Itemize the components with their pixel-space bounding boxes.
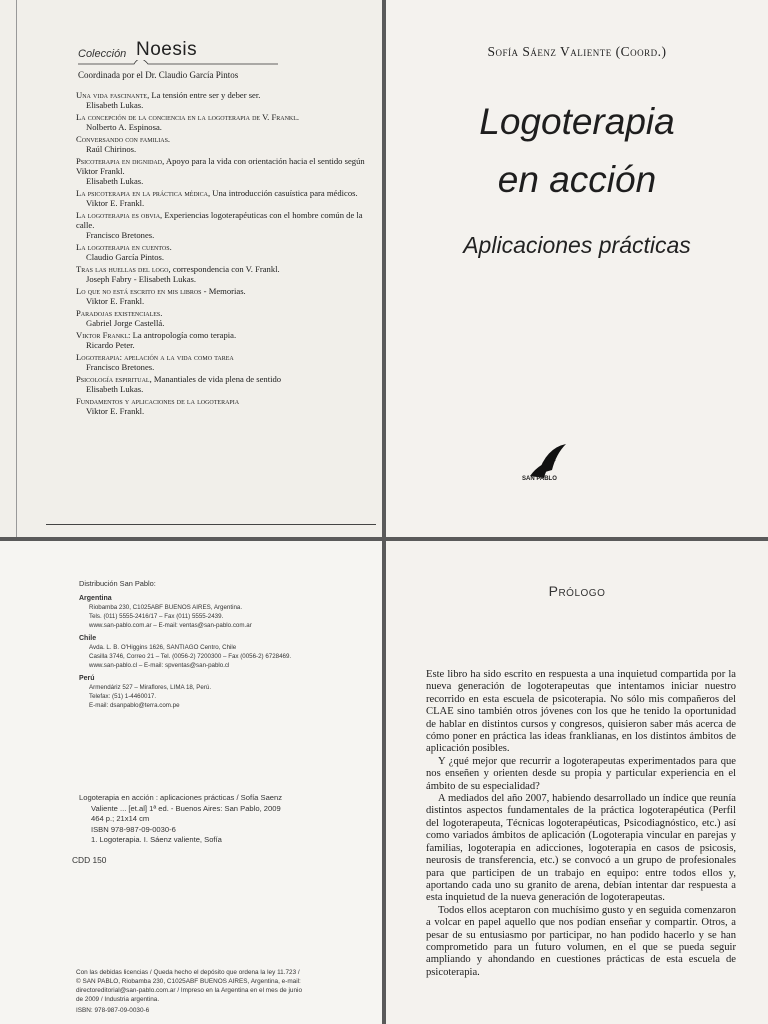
legal-line: de 2009 / Industria argentina. xyxy=(76,996,160,1003)
catalog-entry-author: Elisabeth Lukas. xyxy=(86,100,144,110)
catalog-entry-author: Ricardo Peter. xyxy=(86,340,135,350)
coordinated-by: Coordinada por el Dr. Claudio García Pintos xyxy=(78,70,239,80)
distribution-line: Riobamba 230, C1025ABF BUENOS AIRES, Argentina. xyxy=(89,604,243,611)
distribution-block xyxy=(79,579,369,710)
catalog-entry-title: La logoterapia en cuentos. xyxy=(76,242,172,252)
catalog-record-line: Valiente ... [et.al] 1ª ed. - Buenos Aires: San Pablo, 2009 xyxy=(91,803,281,813)
catalog-entry-author: Gabriel Jorge Castellá. xyxy=(86,318,165,328)
catalog-record xyxy=(79,793,379,846)
catalog-entry xyxy=(76,308,366,328)
catalog-entry-author: Francisco Bretones. xyxy=(86,362,155,372)
distribution-heading: Distribución San Pablo: xyxy=(79,579,156,588)
distribution-line: Telefax: (51) 1-4460017. xyxy=(89,693,157,700)
page-collection-list xyxy=(0,0,382,537)
catalog-entry-subtitle: - Memorias. xyxy=(201,286,246,296)
distribution-line: Armendáriz 527 – Miraflores, LIMA 18, Perú. xyxy=(89,684,212,691)
catalog-entry-subtitle: : La antropología como terapia. xyxy=(128,330,237,340)
cover-subtitle: Aplicaciones prácticas xyxy=(463,232,691,258)
page-prologue xyxy=(386,541,768,1024)
distribution-line: www.san-pablo.com.ar – E-mail: ventas@san-pablo.com.ar xyxy=(89,622,252,629)
catalog-record-line: ISBN 978-987-09-0030-6 xyxy=(91,824,176,834)
catalog-entry-author: Viktor E. Frankl. xyxy=(86,406,145,416)
bottom-rule xyxy=(46,524,376,525)
catalog-entry xyxy=(76,210,366,240)
prologue-heading: Prólogo xyxy=(548,583,606,599)
logo-swoosh-icon xyxy=(78,60,278,70)
catalog-list xyxy=(76,90,366,418)
catalog-entry xyxy=(76,112,366,132)
catalog-entry xyxy=(76,188,366,208)
catalog-entry xyxy=(76,396,366,416)
catalog-entry-title: Una vida fascinante xyxy=(76,90,148,100)
cover-author: Sofía Sáenz Valiente (Coord.) xyxy=(487,44,667,59)
catalog-entry-title: Fundamentos y aplicaciones de la logoterapia xyxy=(76,396,240,406)
cover-title-line1: Logoterapia xyxy=(479,101,675,142)
page-fold-line xyxy=(16,0,17,537)
publisher-logo xyxy=(516,440,576,490)
prologue-paragraph: Y ¿qué mejor que recurrir a logoterapeutas experimentados para que nos enseñen y orienten desde su propia y particular experiencia en el ámbito de su especialidad? xyxy=(426,755,736,792)
catalog-entry-title: Viktor Frankl xyxy=(76,330,129,340)
page-title xyxy=(386,0,768,537)
catalog-entry xyxy=(76,156,366,186)
catalog-entry-subtitle: , Manantiales de vida plena de sentido xyxy=(149,374,282,384)
catalog-entry-title: Tras las huellas del logo xyxy=(76,264,169,274)
legal-line: directoreditorial@san-pablo.com.ar / Impreso en la Argentina en el mes de junio xyxy=(76,987,303,994)
distribution-country: Perú xyxy=(79,675,95,682)
catalog-entry-author: Claudio García Pintos. xyxy=(86,252,165,262)
catalog-entry-title: Psicoterapia en dignidad xyxy=(76,156,163,166)
distribution-line: Avda. L. B. O'Higgins 1626, SANTIAGO Centro, Chile xyxy=(89,644,237,651)
prologue-paragraph: A mediados del año 2007, habiendo desarrollado un índice que reunía distintos aspectos fundamentales de la práctica logoterapéutica (Perfil del logoterapeuta, Técnicas logoterapéuticas, Psicodiagnóstico, etc.) así como variados ámbitos de aplicación (Logoterapia vincular en parejas y familias, logoterapia en adicciones, logoterapia en casos de psicosis, neurosis de transferencia, etc.) se convocó a un grupo de profesionales para que participen de un trabajo en equipo: entre todos ellos y, aportando cada uno su granito de arena, debían intentar dar respuesta a esta inquietud de la nueva generación de logoterapeutas. xyxy=(426,793,736,904)
prologue-body xyxy=(426,669,736,979)
catalog-entry-author: Raúl Chirinos. xyxy=(86,144,137,154)
legal-notice xyxy=(76,968,376,1004)
catalog-entry-subtitle: , Apoyo para la vida con orientación hacia el sentido según Viktor Frankl. xyxy=(76,156,365,176)
catalog-entry xyxy=(76,374,366,394)
catalog-entry-title: La concepción de la conciencia en la logoterapia de V. Frankl. xyxy=(76,112,300,122)
catalog-entry-author: Elisabeth Lukas. xyxy=(86,384,144,394)
catalog-entry xyxy=(76,286,366,306)
catalog-entry xyxy=(76,330,366,350)
catalog-entry-author: Viktor E. Frankl. xyxy=(86,198,145,208)
catalog-entry-author: Nolberto A. Espinosa. xyxy=(86,122,162,132)
catalog-entry-title: La logoterapia es obvia xyxy=(76,210,161,220)
catalog-entry-title: La psicoterapia en la práctica médica xyxy=(76,188,208,198)
prologue-paragraph: Todos ellos aceptaron con muchísimo gusto y en seguida comenzaron a volcar en papel aquello que nos podían enseñar y compartir. Otros, a pesar de su entusiasmo por participar, no han podido hacerlo y se han comprometido para un futuro volumen, en el que se pueda seguir ampliando y ahondando en cuestiones prácticas de esta escuela de psicoterapia. xyxy=(426,904,736,978)
legal-line: Con las debidas licencias / Queda hecho el depósito que ordena la ley 11.723 / xyxy=(76,969,300,976)
catalog-entry xyxy=(76,134,366,154)
distribution-country: Argentina xyxy=(79,595,112,602)
catalog-entry-title: Logoterapia: apelación a la vida como tarea xyxy=(76,352,234,362)
distribution-line: www.san-pablo.cl – E-mail: spventas@san-pablo.cl xyxy=(89,662,230,669)
catalog-entry-title: Paradojas existenciales. xyxy=(76,308,163,318)
distribution-country: Chile xyxy=(79,635,97,642)
catalog-entry-title: Lo que no está escrito en mis libros xyxy=(76,286,202,296)
catalog-entry-subtitle: , Una introducción casuística para médicos. xyxy=(208,188,358,198)
san-pablo-logo-icon xyxy=(516,440,576,480)
distribution-line: Casilla 3746, Correo 21 – Tel. (0056-2) 7200300 – Fax (0056-2) 6728469. xyxy=(89,653,292,660)
collection-prefix: Colección xyxy=(78,48,127,60)
collection-logo xyxy=(78,38,278,68)
catalog-entry-subtitle: , Experiencias logoterapéuticas con el hombre común de la calle. xyxy=(76,210,363,230)
cdd-number: CDD 150 xyxy=(72,855,107,865)
catalog-entry-author: Viktor E. Frankl. xyxy=(86,296,145,306)
catalog-entry-author: Francisco Bretones. xyxy=(86,230,155,240)
catalog-entry xyxy=(76,242,366,262)
catalog-entry-title: Psicología espiritual xyxy=(76,374,150,384)
catalog-entry-author: Joseph Fabry - Elisabeth Lukas. xyxy=(86,274,197,284)
distribution-line: Tels. (011) 5555-2416/17 – Fax (011) 5555-2439. xyxy=(89,613,224,620)
catalog-entry-title: Conversando con familias. xyxy=(76,134,171,144)
catalog-entry xyxy=(76,352,366,372)
isbn-line: ISBN: 978-987-09-0030-6 xyxy=(76,1007,150,1014)
distribution-line: E-mail: dsanpablo@terra.com.pe xyxy=(89,702,180,709)
catalog-entry xyxy=(76,90,366,110)
catalog-record-line: 464 p.; 21x14 cm xyxy=(91,814,150,823)
publisher-name: SAN PABLO xyxy=(522,476,557,482)
cover-title-line2: en acción xyxy=(497,159,657,200)
catalog-entry-subtitle: , La tensión entre ser y deber ser. xyxy=(147,90,261,100)
catalog-record-line: 1. Logoterapia. I. Sáenz valiente, Sofía xyxy=(91,835,222,844)
catalog-entry-subtitle: , correspondencia con V. Frankl. xyxy=(168,264,280,274)
prologue-paragraph: Este libro ha sido escrito en respuesta a una inquietud compartida por la nueva generación de logoterapeutas que intentamos iniciar nuestro recorrido en esta escuela de psicoterapia. No sólo mis compañeros del CLAE sino también otros jóvenes con los que he tenido la oportunidad de hablar en distintos cursos y congresos, quisieron saber más acerca de cómo poner en práctica las ideas franklianas, en los distintos ámbitos de aplicación posibles. xyxy=(426,669,736,755)
legal-line: © SAN PABLO, Riobamba 230, C1025ABF BUENOS AIRES, Argentina, e-mail: xyxy=(76,978,301,985)
catalog-entry xyxy=(76,264,366,284)
collection-name: Noesis xyxy=(136,39,198,60)
catalog-record-line: Logoterapia en acción : aplicaciones prácticas / Sofía Saenz xyxy=(79,793,283,802)
catalog-entry-author: Elisabeth Lukas. xyxy=(86,176,144,186)
page-copyright xyxy=(0,541,382,1024)
